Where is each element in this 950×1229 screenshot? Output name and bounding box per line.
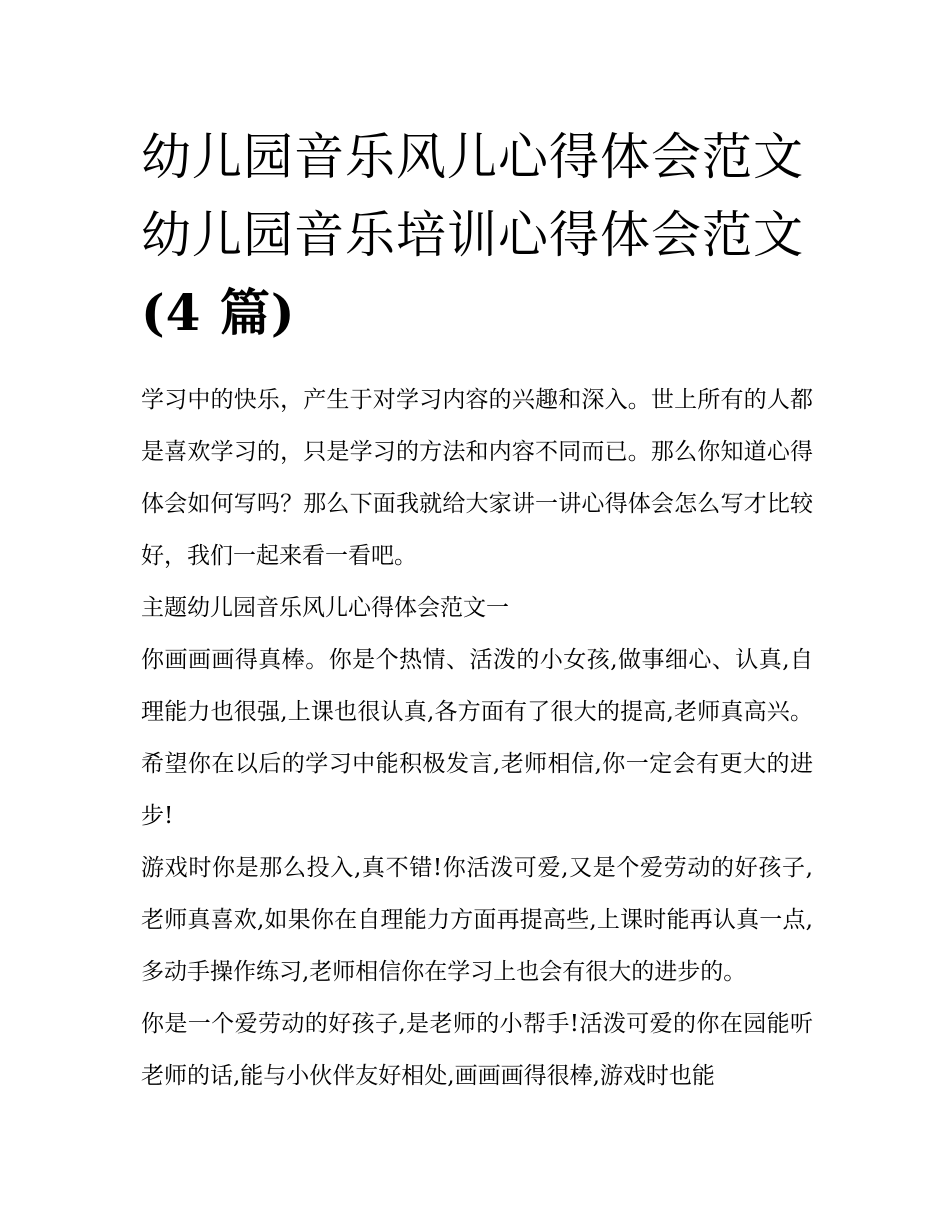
intro-paragraph: 学习中的快乐，产生于对学习内容的兴趣和深入。世上所有的人都是喜欢学习的，只是学习的方法和内容不同而已。那么你知道心得体会如何写吗？那么下面我就给大家讲一讲心得体会怎么写才比较好，我们一起来看一看吧。 [141,387,813,569]
title-line-1: 幼儿园音乐风儿心得体会范文 [141,128,804,186]
body-paragraph-1: 你画画画得真棒。你是个热情、活泼的小女孩,做事细心、认真,自理能力也很强,上课也很认真,各方面有了很大的提高,老师真高兴。希望你在以后的学习中能积极发言,老师相信,你一定会有更大的进步! [141,647,813,829]
title-line-3: (4 篇) [141,283,296,342]
body-paragraph-2: 游戏时你是那么投入,真不错!你活泼可爱,又是个爱劳动的好孩子,老师真喜欢,如果你在自理能力方面再提高些,上课时能再认真一点,多动手操作练习,老师相信你在学习上也会有很大的进步的。 [141,855,813,985]
document-page [141,118,813,1102]
title-line-2: 幼儿园音乐培训心得体会范文 [141,206,804,264]
section-heading: 主题幼儿园音乐风儿心得体会范文一 [141,595,509,621]
document-title [141,118,813,352]
body-paragraph-3: 你是一个爱劳动的好孩子,是老师的小帮手!活泼可爱的你在园能听老师的话,能与小伙伴友好相处,画画画得很棒,游戏时也能 [141,1011,813,1089]
document-body [141,374,813,1102]
